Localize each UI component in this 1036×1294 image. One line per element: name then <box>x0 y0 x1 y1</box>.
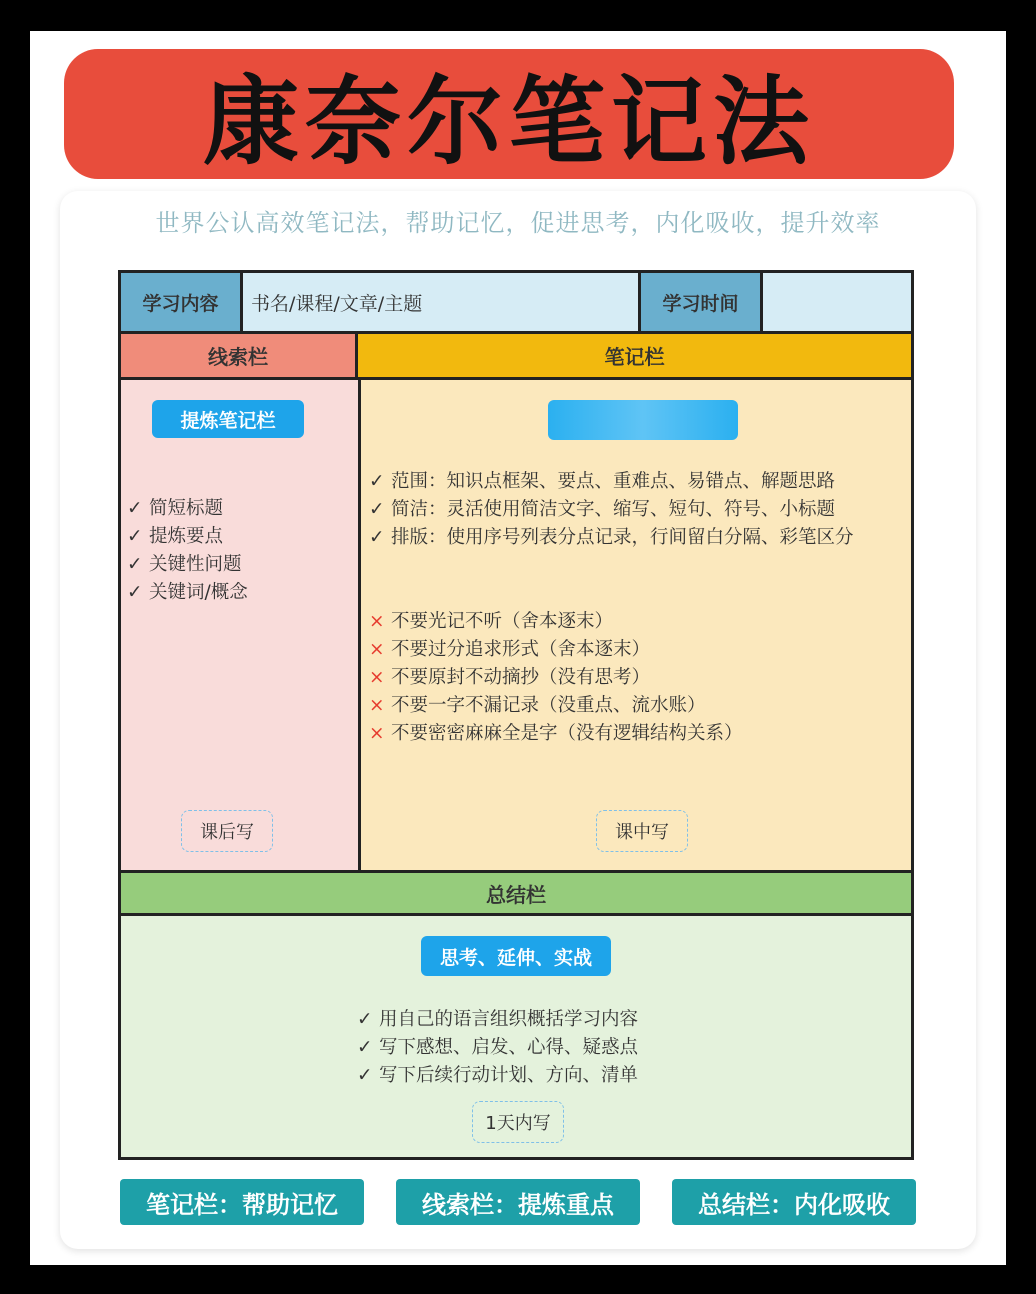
list-item: ✓ 简洁：灵活使用简洁文字、缩写、短句、符号、小标题 <box>369 496 899 524</box>
summary-list <box>357 1006 687 1090</box>
list-item: × 不要原封不动摘抄（没有思考） <box>369 664 899 692</box>
check-icon: ✓ <box>127 498 143 519</box>
summary-title: 总结栏 <box>121 870 911 916</box>
summary-timing-note: 1天内写 <box>472 1101 564 1143</box>
cue-column-body <box>121 380 361 870</box>
content-label: 学习内容 <box>121 273 243 331</box>
notes-column-button[interactable]: 笔记栏：帮助记忆 <box>120 1179 364 1225</box>
cue-timing-note: 课后写 <box>181 810 273 852</box>
subtitle: 世界公认高效笔记法，帮助记忆，促进思考，内化吸收，提升效率 <box>155 209 881 237</box>
title-banner <box>64 49 954 179</box>
cross-icon: × <box>369 723 385 744</box>
note-pill <box>548 400 738 440</box>
cross-icon: × <box>369 695 385 716</box>
list-item: ✓ 排版：使用序号列表分点记录，行间留白分隔、彩笔区分 <box>369 524 899 552</box>
list-item: ✓ 提炼要点 <box>127 523 352 551</box>
header-row <box>121 273 911 334</box>
time-value <box>763 273 911 331</box>
cue-column-title: 线索栏 <box>121 334 358 377</box>
note-timing-note: 课中写 <box>596 810 688 852</box>
list-item: ✓ 范围：知识点框架、要点、重难点、易错点、解题思路 <box>369 468 899 496</box>
check-icon: ✓ <box>127 582 143 603</box>
column-headers <box>121 334 911 380</box>
check-icon: ✓ <box>369 471 385 492</box>
summary-pill: 思考、延伸、实战 <box>421 936 611 976</box>
note-column-body <box>361 380 911 870</box>
page-title: 康奈尔笔记法 <box>203 65 815 178</box>
list-item: × 不要过分追求形式（舍本逐末） <box>369 636 899 664</box>
note-column-title: 笔记栏 <box>358 334 911 377</box>
check-icon: ✓ <box>127 554 143 575</box>
check-icon: ✓ <box>369 499 385 520</box>
cue-column-button[interactable]: 线索栏：提炼重点 <box>396 1179 640 1225</box>
cornell-table <box>118 270 914 1160</box>
list-item: × 不要密密麻麻全是字（没有逻辑结构关系） <box>369 720 899 748</box>
list-item: × 不要光记不听（舍本逐末） <box>369 608 899 636</box>
check-icon: ✓ <box>369 527 385 548</box>
list-item: ✓ 关键词/概念 <box>127 579 352 607</box>
cross-icon: × <box>369 667 385 688</box>
cue-list <box>127 495 352 607</box>
summary-column-button[interactable]: 总结栏：内化吸收 <box>672 1179 916 1225</box>
note-donts-list <box>369 608 899 748</box>
list-item: ✓ 用自己的语言组织概括学习内容 <box>357 1006 687 1034</box>
check-icon: ✓ <box>357 1065 373 1086</box>
cross-icon: × <box>369 611 385 632</box>
cross-icon: × <box>369 639 385 660</box>
list-item: ✓ 简短标题 <box>127 495 352 523</box>
note-dos-list <box>369 468 899 552</box>
cue-pill: 提炼笔记栏 <box>152 400 304 438</box>
check-icon: ✓ <box>127 526 143 547</box>
summary-body <box>121 916 911 1157</box>
list-item: × 不要一字不漏记录（没重点、流水账） <box>369 692 899 720</box>
list-item: ✓ 关键性问题 <box>127 551 352 579</box>
check-icon: ✓ <box>357 1009 373 1030</box>
list-item: ✓ 写下感想、启发、心得、疑惑点 <box>357 1034 687 1062</box>
list-item: ✓ 写下后续行动计划、方向、清单 <box>357 1062 687 1090</box>
time-label: 学习时间 <box>641 273 763 331</box>
content-value: 书名/课程/文章/主题 <box>243 273 641 331</box>
page-frame <box>30 31 1006 1265</box>
check-icon: ✓ <box>357 1037 373 1058</box>
